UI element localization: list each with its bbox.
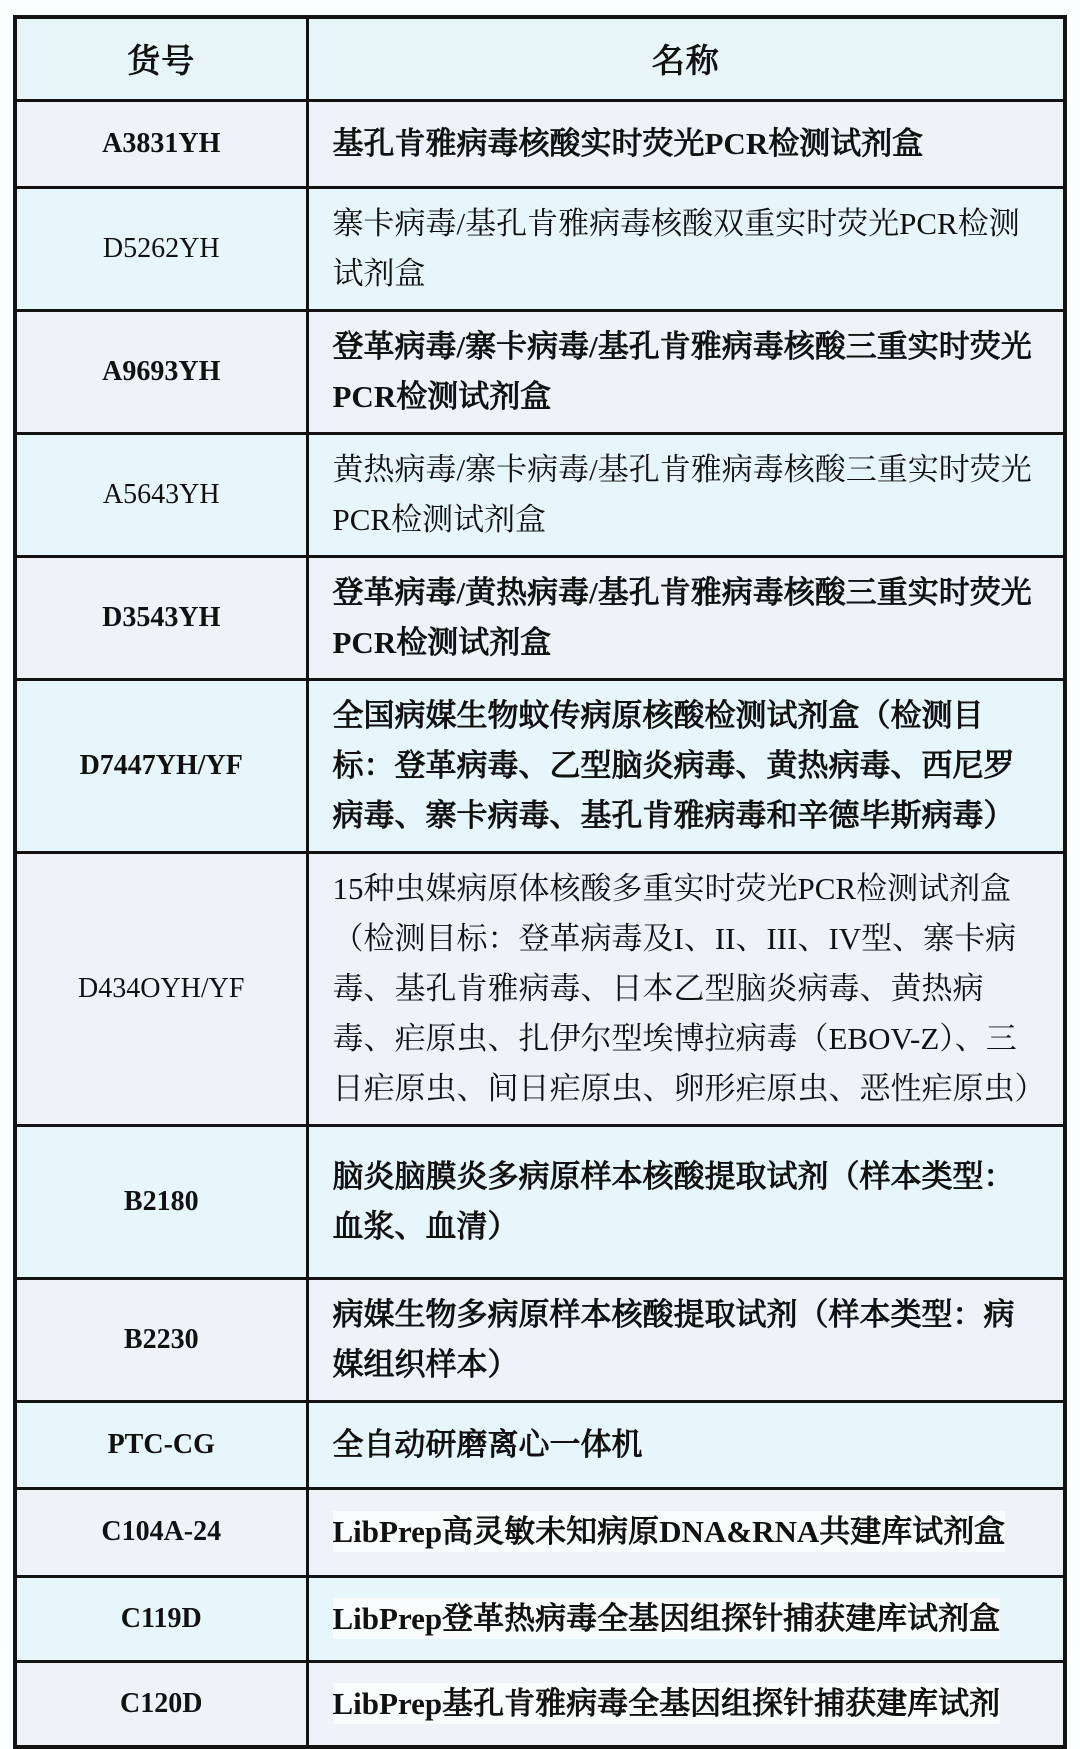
row-name-cell: 全国病媒生物蚊传病原核酸检测试剂盒（检测目标：登革病毒、乙型脑炎病毒、黄热病毒、西尼罗病毒、寨卡病毒、基孔肯雅病毒和辛德毕斯病毒）: [307, 679, 1065, 852]
table-row: [15, 556, 1065, 679]
table-row: [15, 1576, 1065, 1661]
row-name-cell: [307, 1661, 1065, 1747]
row-name-cell: [307, 1488, 1065, 1576]
row-code-cell: A9693YH: [15, 310, 307, 433]
row-name-cell: [307, 1576, 1065, 1661]
row-code-cell: C120D: [15, 1661, 307, 1747]
row-name-cell: 全自动研磨离心一体机: [307, 1401, 1065, 1488]
row-code-cell: C104A-24: [15, 1488, 307, 1576]
row-name-cell: 基孔肯雅病毒核酸实时荧光PCR检测试剂盒: [307, 100, 1065, 187]
table-row: [15, 100, 1065, 187]
table-row: [15, 1488, 1065, 1576]
table-row: [15, 433, 1065, 556]
col-header-code: 货号: [15, 17, 307, 100]
table-row: [15, 1125, 1065, 1278]
row-name-cell: 寨卡病毒/基孔肯雅病毒核酸双重实时荧光PCR检测试剂盒: [307, 187, 1065, 310]
product-table: [13, 15, 1067, 1749]
row-name-cell: 病媒生物多病原样本核酸提取试剂（样本类型：病媒组织样本）: [307, 1278, 1065, 1401]
row-code-cell: D7447YH/YF: [15, 679, 307, 852]
row-code-cell: PTC-CG: [15, 1401, 307, 1488]
row-code-cell: C119D: [15, 1576, 307, 1661]
row-name-cell: 登革病毒/黄热病毒/基孔肯雅病毒核酸三重实时荧光PCR检测试剂盒: [307, 556, 1065, 679]
row-name-cell: 登革病毒/寨卡病毒/基孔肯雅病毒核酸三重实时荧光PCR检测试剂盒: [307, 310, 1065, 433]
highlighted-name-text: LibPrep高灵敏未知病原DNA&RNA共建库试剂盒: [333, 1511, 1006, 1552]
row-code-cell: A5643YH: [15, 433, 307, 556]
row-code-cell: B2230: [15, 1278, 307, 1401]
table-row: [15, 679, 1065, 852]
highlighted-name-text: LibPrep登革热病毒全基因组探针捕获建库试剂盒: [333, 1598, 1001, 1639]
table-header-row: [15, 17, 1065, 100]
row-code-cell: B2180: [15, 1125, 307, 1278]
table-row: [15, 1278, 1065, 1401]
col-header-name: 名称: [307, 17, 1065, 100]
table-row: [15, 187, 1065, 310]
row-code-cell: D5262YH: [15, 187, 307, 310]
row-code-cell: D434OYH/YF: [15, 852, 307, 1125]
table-row: [15, 1401, 1065, 1488]
row-code-cell: A3831YH: [15, 100, 307, 187]
table-row: [15, 1661, 1065, 1747]
row-code-cell: D3543YH: [15, 556, 307, 679]
table-row: [15, 310, 1065, 433]
row-name-cell: 15种虫媒病原体核酸多重实时荧光PCR检测试剂盒（检测目标：登革病毒及I、II、III、IV型、寨卡病毒、基孔肯雅病毒、日本乙型脑炎病毒、黄热病毒、疟原虫、扎伊尔型埃博拉病毒（EBOV-Z）、三日疟原虫、间日疟原虫、卵形疟原虫、恶性疟原虫）: [307, 852, 1065, 1125]
row-name-cell: 脑炎脑膜炎多病原样本核酸提取试剂（样本类型：血浆、血清）: [307, 1125, 1065, 1278]
row-name-cell: 黄热病毒/寨卡病毒/基孔肯雅病毒核酸三重实时荧光PCR检测试剂盒: [307, 433, 1065, 556]
table-row: [15, 852, 1065, 1125]
highlighted-name-text: LibPrep基孔肯雅病毒全基因组探针捕获建库试剂: [333, 1683, 1001, 1724]
